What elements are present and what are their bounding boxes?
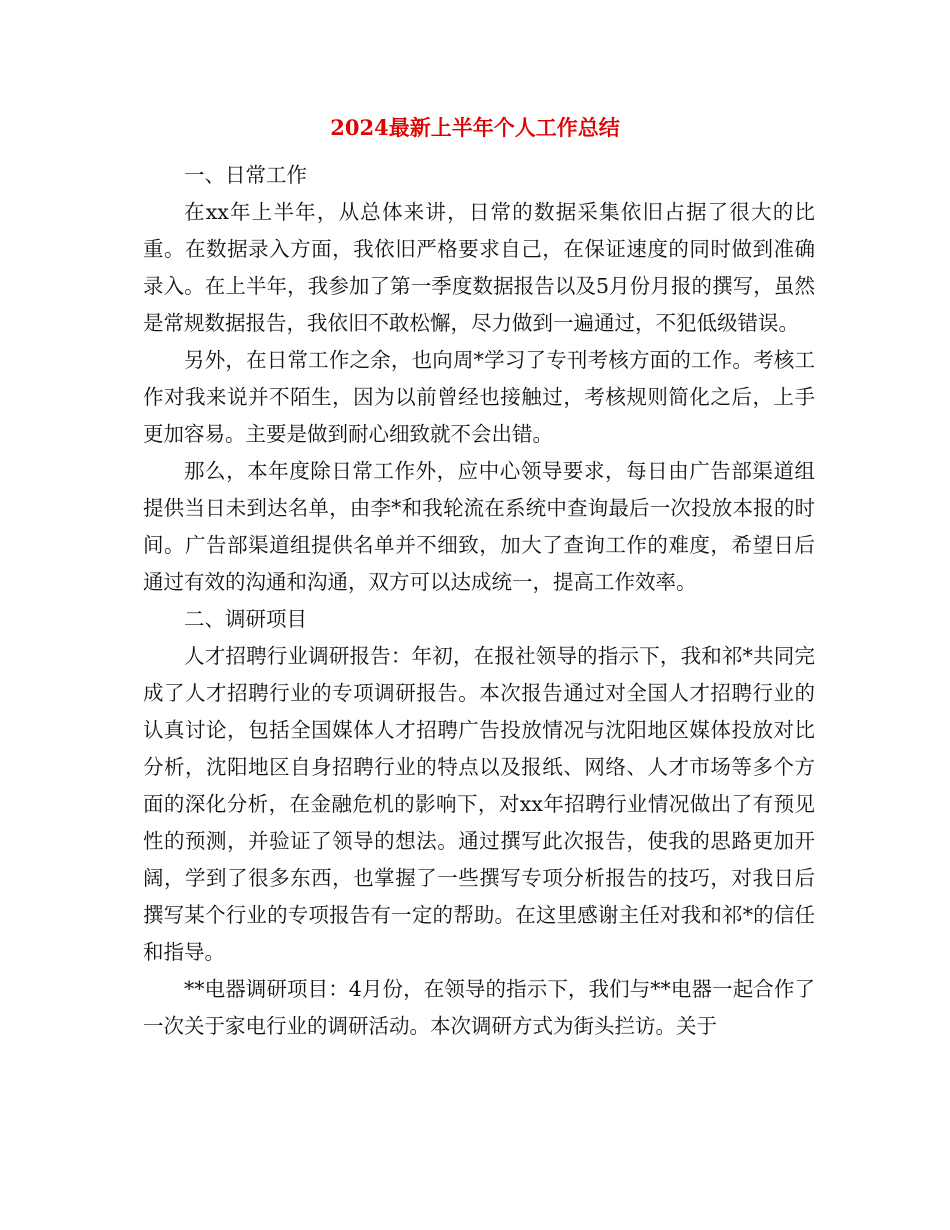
paragraph-daily-data: 在xx年上半年，从总体来讲，日常的数据采集依旧占据了很大的比重。在数据录入方面，我依旧严格要求自己，在保证速度的同时做到准确录入。在上半年，我参加了第一季度数据报告以及5月份月报的撰写，虽然是常规数据报告，我依旧不敢松懈，尽力做到一遍通过，不犯低级错误。 (143, 200, 815, 335)
paragraph-recruitment-report: 人才招聘行业调研报告：年初，在报社领导的指示下，我和祁*共同完成了人才招聘行业的专项调研报告。本次报告通过对全国人才招聘行业的认真讨论，包括全国媒体人才招聘广告投放情况与沈阳地区媒体投放对比分析，沈阳地区自身招聘行业的特点以及报纸、网络、人才市场等多个方面的深化分析，在金融危机的影响下，对xx年招聘行业情况做出了有预见性的预测，并验证了领导的想法。通过撰写此次报告，使我的思路更加开阔，学到了很多东西，也掌握了一些撰写专项分析报告的技巧，对我日后撰写某个行业的专项报告有一定的帮助。在这里感谢主任对我和祁*的信任和指导。 (143, 644, 815, 964)
paragraph-assessment: 另外，在日常工作之余，也向周*学习了专刊考核方面的工作。考核工作对我来说并不陌生，因为以前曾经也接触过，考核规则简化之后，上手更加容易。主要是做到耐心细致就不会出错。 (143, 348, 815, 446)
document-title: 2024最新上半年个人工作总结 (330, 115, 620, 140)
paragraph-query-work: 那么，本年度除日常工作外，应中心领导要求，每日由广告部渠道组提供当日未到达名单，由李*和我轮流在系统中查询最后一次投放本报的时间。广告部渠道组提供名单并不细致，加大了查询工作的难度，希望日后通过有效的沟通和沟通，双方可以达成统一，提高工作效率。 (143, 459, 815, 594)
document-body (143, 157, 815, 1045)
section-heading-research: 二、调研项目 (184, 607, 307, 631)
section-heading-daily-work: 一、日常工作 (184, 163, 307, 187)
paragraph-appliance-research: **电器调研项目：4月份，在领导的指示下，我们与**电器一起合作了一次关于家电行业的调研活动。本次调研方式为街头拦访。关于 (143, 977, 815, 1038)
